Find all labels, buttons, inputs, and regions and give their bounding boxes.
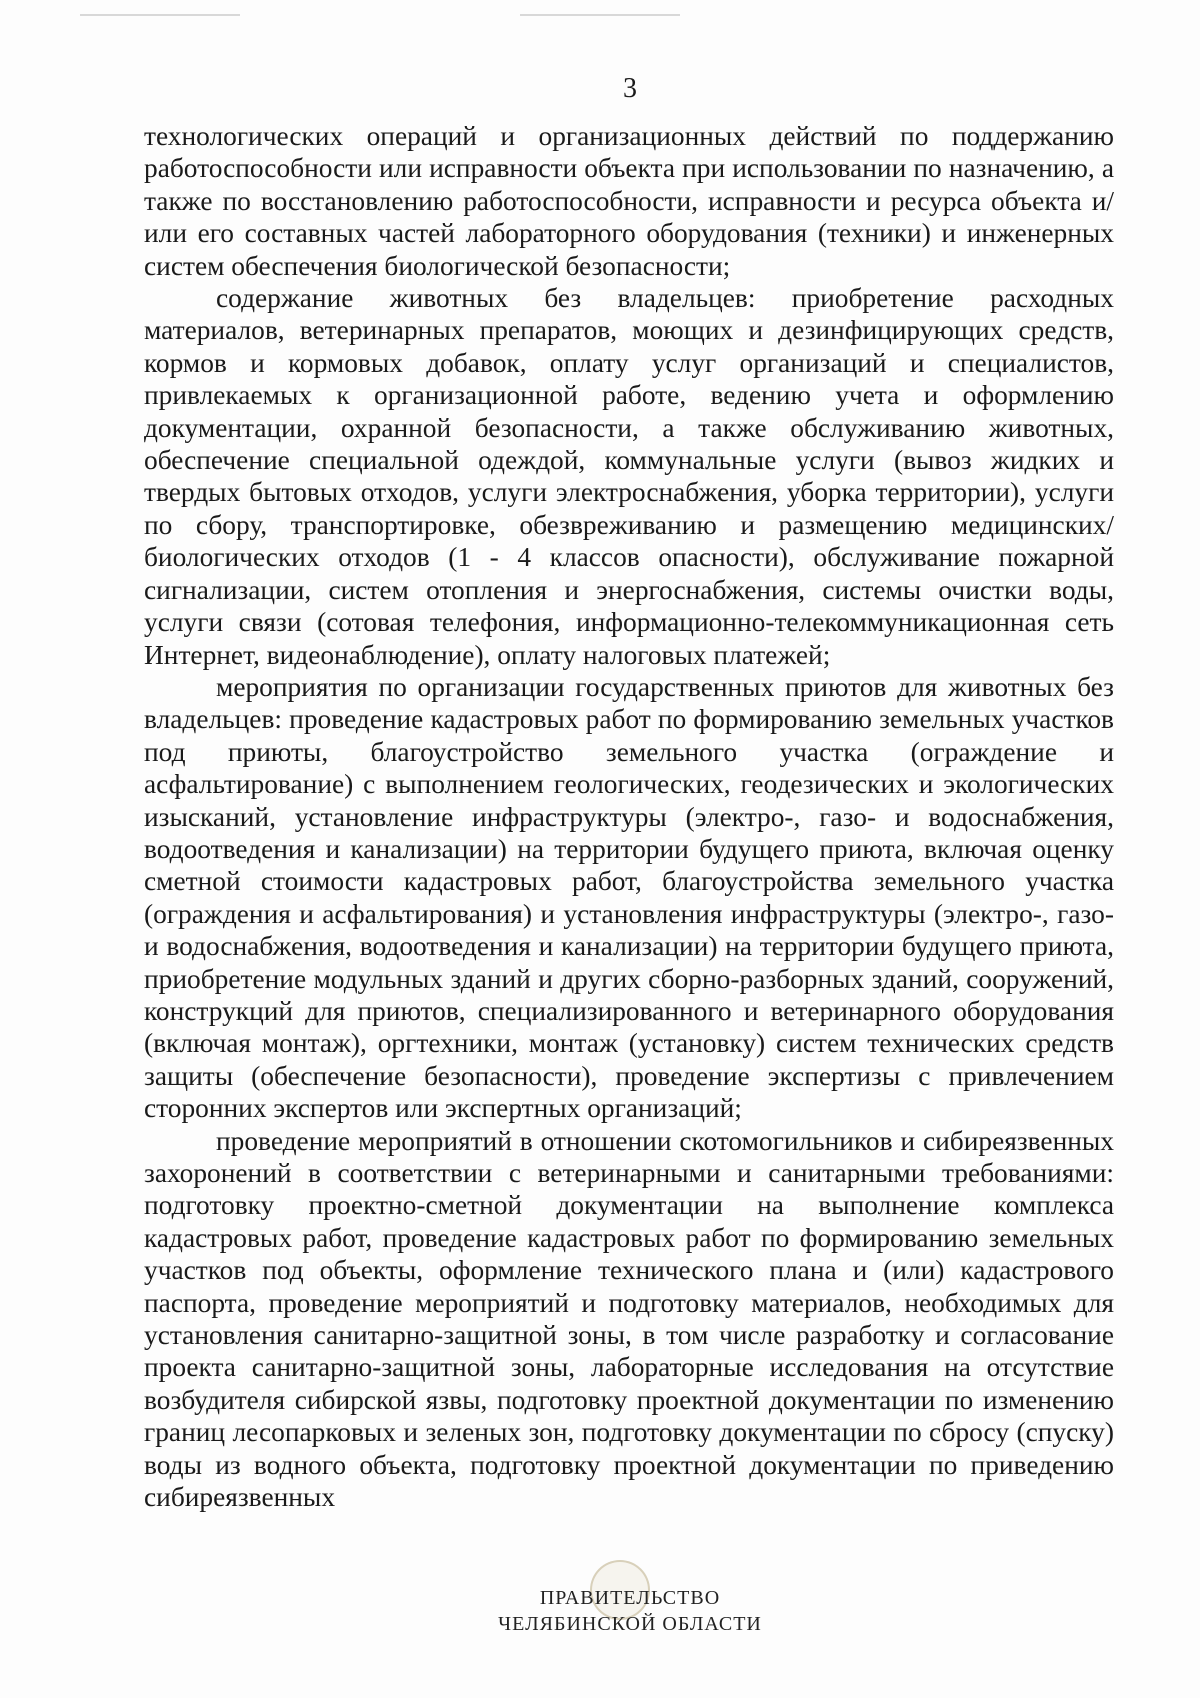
document-body [144,120,1114,1513]
page-number: 3 [623,73,637,104]
scan-artifact [520,14,680,16]
scan-artifact [80,14,240,16]
paragraph: мероприятия по организации государственных приютов для животных без владельцев: проведение кадастровых работ по формированию земельных участков под приюты, благоустройство земельного участка (ограждение и асфальтирование) с выполнением геологических, геодезических и экологических изысканий, установление инфраструктуры (электро-, газо- и водоснабжения, водоотведения и канализации) на территории будущего приюта, включая оценку сметной стоимости кадастровых работ, благоустройства земельного участка (ограждения и асфальтирования) и установления инфраструктуры (электро-, газо- и водоснабжения, водоотведения и канализации) на территории будущего приюта, приобретение модульных зданий и других сборно-разборных зданий, сооружений, конструкций для приютов, специализированного и ветеринарного оборудования (включая монтаж), оргтехники, монтаж (установку) систем технических средств защиты (обеспечение безопасности), проведение экспертизы с привлечением сторонних экспертов или экспертных организаций; [144,671,1114,1124]
paragraph: содержание животных без владельцев: приобретение расходных материалов, ветеринарных препаратов, моющих и дезинфицирующих средств, кормов и кормовых добавок, оплату услуг организаций и специалистов, привлекаемых к организационной работе, ведению учета и оформлению документации, охранной безопасности, а также обслуживанию животных, обеспечение специальной одеждой, коммунальные услуги (вывоз жидких и твердых бытовых отходов, услуги электроснабжения, уборка территории), услуги по сбору, транспортировке, обезвреживанию и размещению медицинских/биологических отходов (1 - 4 классов опасности), обслуживание пожарной сигнализации, систем отопления и энергоснабжения, системы очистки воды, услуги связи (сотовая телефония, информационно-телекоммуникационная сеть Интернет, видеонаблюдение), оплату налоговых платежей; [144,283,1114,670]
paragraph: технологических операций и организационных действий по поддержанию работоспособности или исправности объекта при использовании по назначению, а также по восстановлению работоспособности, исправности и ресурса объекта и/или его составных частей лабораторного оборудования (техники) и инженерных систем обеспечения биологической безопасности; [144,121,1114,281]
stamp-line-2: ЧЕЛЯБИНСКОЙ ОБЛАСТИ [498,1613,762,1635]
paragraph: проведение мероприятий в отношении скотомогильников и сибиреязвенных захоронений в соответствии с ветеринарными и санитарными требованиями: подготовку проектно-сметной документации на выполнение комплекса кадастровых работ, проведение кадастровых работ по формированию земельных участков под объекты, оформление технического плана и (или) кадастрового паспорта, проведение мероприятий и подготовку материалов, необходимых для установления санитарно-защитной зоны, в том числе разработку и согласование проекта санитарно-защитной зоны, лабораторные исследования на отсутствие возбудителя сибирской язвы, подготовку проектной документации по изменению границ лесопарковых и зеленых зон, подготовку документации по сбросу (спуску) воды из водного объекта, подготовку проектной документации по приведению сибиреязвенных [144,1125,1114,1513]
stamp-line-1: ПРАВИТЕЛЬСТВО [539,1587,721,1609]
